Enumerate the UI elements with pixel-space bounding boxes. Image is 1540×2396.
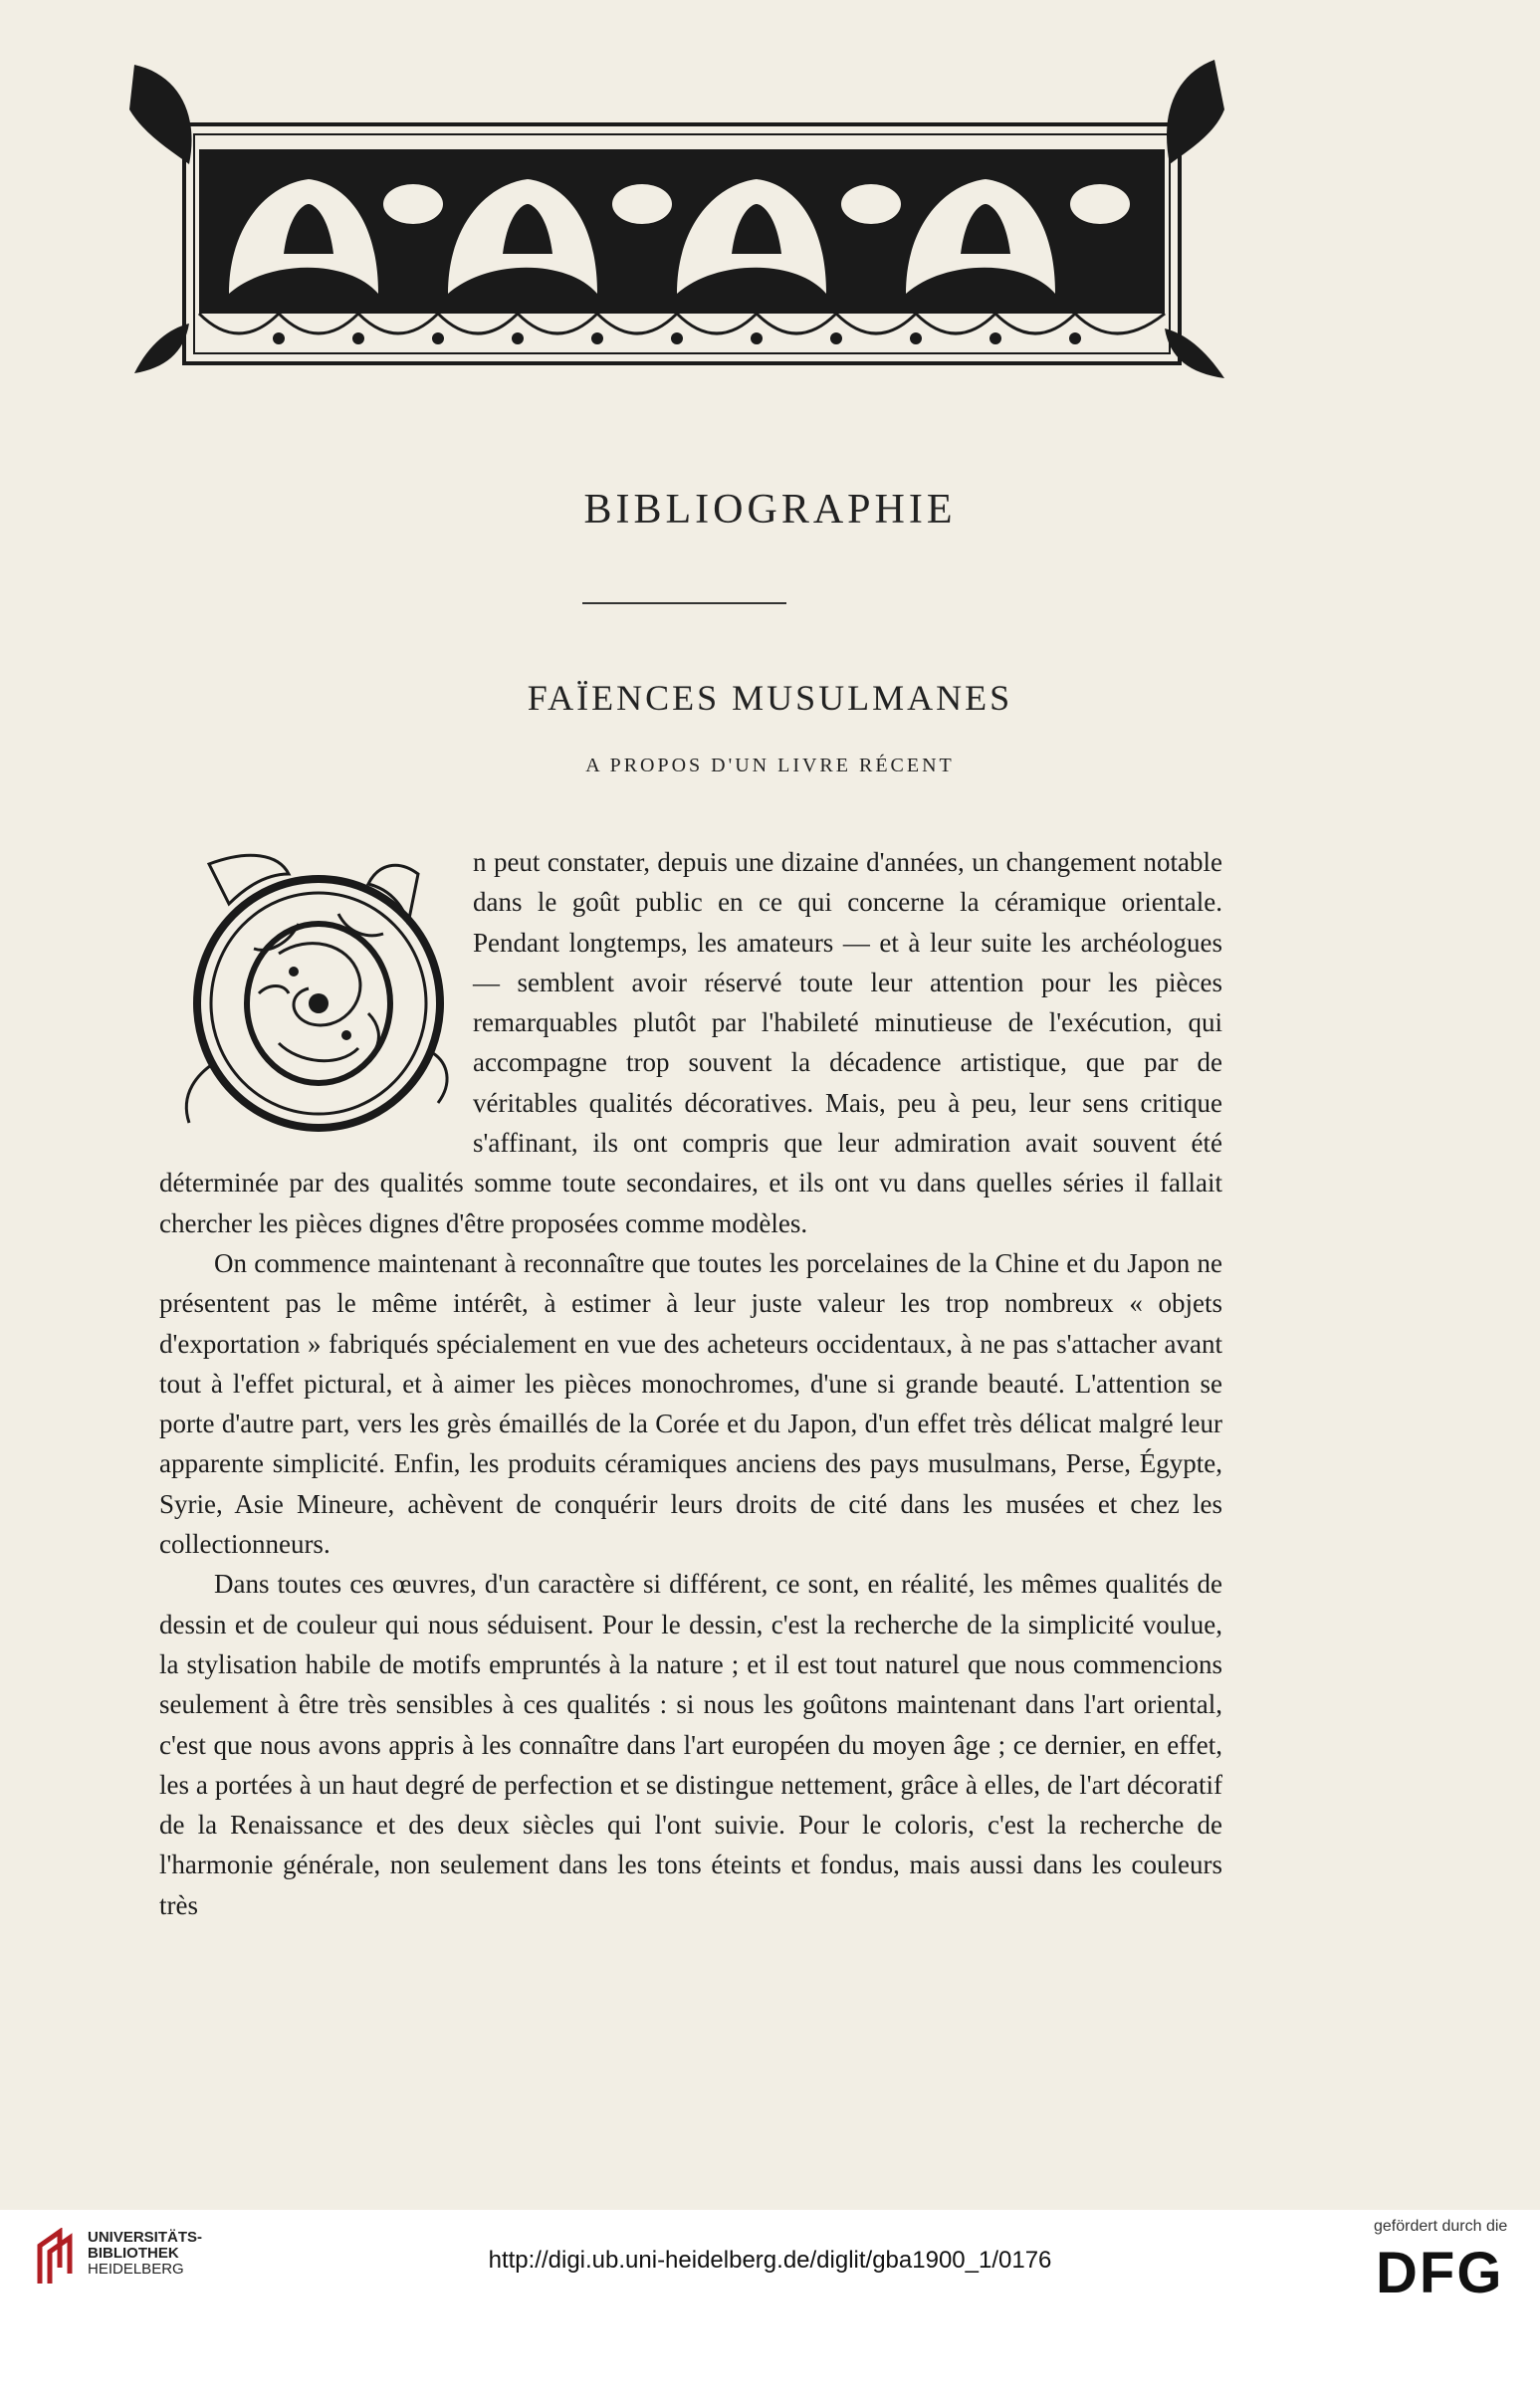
ornamental-header-band <box>119 55 1234 383</box>
article-subtitle: A PROPOS D'UN LIVRE RÉCENT <box>585 755 955 776</box>
footer <box>0 2210 1540 2396</box>
paragraph-2: On commence maintenant à reconnaître que toutes les porcelaines de la Chine et du Japon ne présentent pas le même intérêt, à estimer à leur juste valeur les trop nombreux « objets d'exportation » fabriqués spécialement en vue des acheteurs occidentaux, à ne pas s'attacher avant tout à l'effet pictural, et à aimer les pièces monochromes, d'une si grande beauté. L'attention se porte d'autre part, vers les grès émaillés de la Corée et du Japon, d'un effet très délicat malgré leur apparente simplicité. Enfin, les produits céramiques anciens des pays musulmans, Perse, Égypte, Syrie, Asie Mineure, achèvent de conquérir leurs droits de cité dans les musées et chez les collectionneurs. <box>159 1247 1222 1560</box>
article-body <box>159 842 1222 1925</box>
paragraph-3: Dans toutes ces œuvres, d'un caractère si différent, ce sont, en réalité, les mêmes qualités de dessin et de couleur qui nous séduisent. Pour le dessin, c'est la recherche de la simplicité voulue, la stylisation habile de motifs empruntés à la nature ; et il est tout naturel que nous commencions seulement à être très sensibles à ces qualités : si nous les goûtons maintenant dans l'art oriental, c'est que nous avons appris à les connaître dans l'art européen du moyen âge ; ce dernier, en effet, les a portées à un haut degré de perfection et se distingue nettement, grâce à elles, de l'art décoratif de la Renaissance et des deux siècles qui l'ont suivie. Pour le coloris, c'est la recherche de l'harmonie générale, non seulement dans les tons éteints et fondus, mais aussi dans les couleurs très <box>159 1569 1222 1920</box>
drop-cap-letter: O <box>318 894 320 895</box>
library-line-1: UNIVERSITÄTS- <box>88 2229 203 2246</box>
drop-cap-space <box>159 842 473 1161</box>
funded-by-label: gefördert durch die <box>1374 2218 1508 2235</box>
section-title: BIBLIOGRAPHIE <box>583 487 957 533</box>
dfg-logo: DFG <box>1376 2241 1504 2305</box>
paragraph-1: n peut constater, depuis une dizaine d'années, un changement notable dans le goût public en ce qui concerne la céramique orientale. Pendant longtemps, les amateurs — et à leur suite les archéologues — semblent avoir réservé toute leur attention pour les pièces remarquables plutôt par l'habileté minutieuse de l'exécution, qui accompagne trop souvent la décadence artistique, que par de véritables qualités décoratives. Mais, peu à peu, leur sens critique s'affinant, ils ont compris que leur admiration avait souvent été déterminée par des qualités somme toute secondaires, et ils ont vu dans quelles séries il fallait chercher les pièces dignes d'être proposées comme modèles. <box>159 847 1222 1238</box>
library-line-3: HEIDELBERG <box>88 2261 184 2278</box>
permalink-url[interactable]: http://digi.ub.uni-heidelberg.de/diglit/gba1900_1/0176 <box>488 2247 1052 2274</box>
title-divider <box>582 602 786 604</box>
library-line-2: BIBLIOTHEK <box>88 2245 179 2262</box>
article-title: FAÏENCES MUSULMANES <box>527 678 1013 718</box>
